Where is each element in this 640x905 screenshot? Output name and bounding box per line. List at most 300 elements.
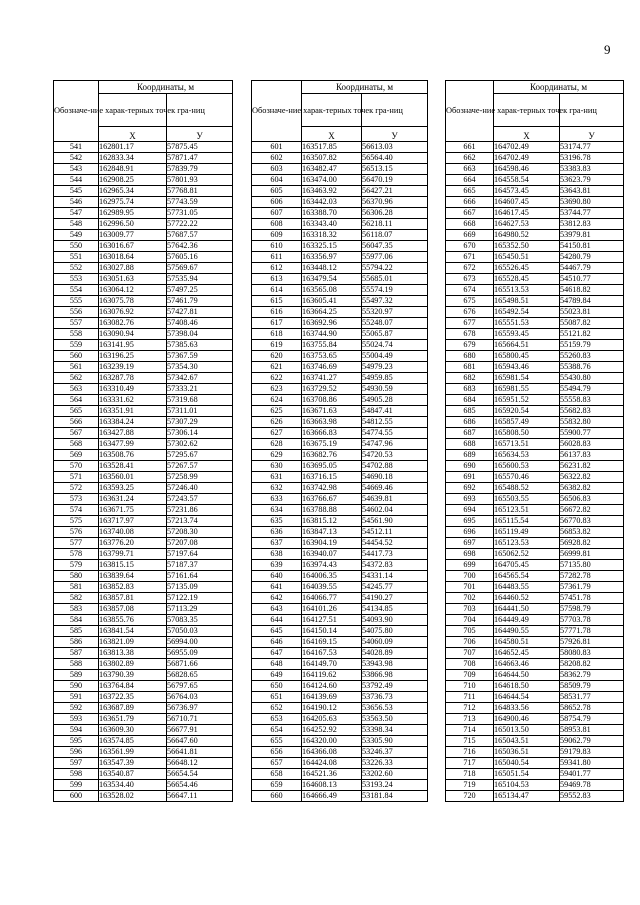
point-number: 547 (54, 208, 99, 219)
point-number: 641 (252, 582, 302, 593)
y-coordinate: 57642.36 (167, 241, 233, 252)
point-number: 704 (446, 615, 494, 626)
y-coordinate: 56994.00 (167, 637, 233, 648)
x-coordinate: 165981.54 (494, 373, 560, 384)
point-number: 550 (54, 241, 99, 252)
x-coordinate: 165498.51 (494, 296, 560, 307)
table-row (252, 604, 428, 615)
x-coordinate: 165503.55 (494, 494, 560, 505)
table-row (252, 428, 428, 439)
point-number: 632 (252, 483, 302, 494)
y-coordinate: 57282.78 (560, 571, 624, 582)
point-number: 572 (54, 483, 99, 494)
y-coordinate: 57451.78 (560, 593, 624, 604)
x-coordinate: 165526.45 (494, 263, 560, 274)
point-number: 713 (446, 714, 494, 725)
table-row (446, 571, 624, 582)
table-row (446, 450, 624, 461)
x-coordinate: 164980.52 (494, 230, 560, 241)
table-row (252, 241, 428, 252)
y-coordinate: 53174.77 (560, 142, 624, 153)
table-row (446, 604, 624, 615)
point-number: 647 (252, 648, 302, 659)
x-coordinate: 163663.98 (302, 417, 362, 428)
x-coordinate: 163746.69 (302, 362, 362, 373)
y-coordinate: 54774.55 (362, 428, 428, 439)
x-coordinate: 163356.97 (302, 252, 362, 263)
point-number: 622 (252, 373, 302, 384)
x-coordinate: 164139.69 (302, 692, 362, 703)
x-coordinate: 165043.51 (494, 736, 560, 747)
table-row (54, 736, 233, 747)
table-row (252, 538, 428, 549)
table-row (446, 527, 624, 538)
table-row (446, 659, 624, 670)
point-number: 676 (446, 307, 494, 318)
y-coordinate: 57871.47 (167, 153, 233, 164)
table-row (446, 538, 624, 549)
point-number: 682 (446, 373, 494, 384)
table-row (446, 560, 624, 571)
table-row (446, 637, 624, 648)
table-row (54, 505, 233, 516)
table-row (252, 252, 428, 263)
point-number: 615 (252, 296, 302, 307)
y-coordinate: 59179.83 (560, 747, 624, 758)
table-row (252, 208, 428, 219)
y-coordinate: 54847.41 (362, 406, 428, 417)
point-number: 705 (446, 626, 494, 637)
point-number: 582 (54, 593, 99, 604)
table-row (446, 296, 624, 307)
x-coordinate: 164320.00 (302, 736, 362, 747)
y-coordinate: 57926.81 (560, 637, 624, 648)
point-number: 563 (54, 384, 99, 395)
y-coordinate: 53792.49 (362, 681, 428, 692)
point-number: 703 (446, 604, 494, 615)
x-coordinate: 164441.50 (494, 604, 560, 615)
point-number: 650 (252, 681, 302, 692)
x-coordinate: 163729.52 (302, 384, 362, 395)
table-row (252, 549, 428, 560)
x-coordinate: 165664.51 (494, 340, 560, 351)
table-row (252, 164, 428, 175)
point-number: 561 (54, 362, 99, 373)
point-number: 656 (252, 747, 302, 758)
x-coordinate: 164617.45 (494, 208, 560, 219)
point-number: 683 (446, 384, 494, 395)
point-number: 707 (446, 648, 494, 659)
y-coordinate: 56028.83 (560, 439, 624, 450)
point-number: 575 (54, 516, 99, 527)
y-coordinate: 57050.03 (167, 626, 233, 637)
y-coordinate: 53226.33 (362, 758, 428, 769)
point-number: 655 (252, 736, 302, 747)
y-coordinate: 53866.98 (362, 670, 428, 681)
table-row (54, 197, 233, 208)
point-number: 665 (446, 186, 494, 197)
table-row (446, 626, 624, 637)
table-row (252, 307, 428, 318)
point-number: 672 (446, 263, 494, 274)
x-coordinate: 164652.45 (494, 648, 560, 659)
point-number: 701 (446, 582, 494, 593)
x-coordinate: 165593.45 (494, 329, 560, 340)
point-number: 548 (54, 219, 99, 230)
table-row (252, 406, 428, 417)
y-coordinate: 57367.59 (167, 351, 233, 362)
x-coordinate: 165134.47 (494, 791, 560, 802)
point-number: 686 (446, 417, 494, 428)
point-number: 600 (54, 791, 99, 802)
table-row (54, 285, 233, 296)
point-number: 669 (446, 230, 494, 241)
table-row (252, 274, 428, 285)
table-row (446, 692, 624, 703)
y-coordinate: 57135.09 (167, 582, 233, 593)
x-coordinate: 163310.49 (99, 384, 167, 395)
y-coordinate: 58754.79 (560, 714, 624, 725)
point-number: 629 (252, 450, 302, 461)
x-coordinate: 162989.95 (99, 208, 167, 219)
y-coordinate: 58509.79 (560, 681, 624, 692)
table-row (54, 252, 233, 263)
x-coordinate: 165570.46 (494, 472, 560, 483)
x-coordinate: 163561.99 (99, 747, 167, 758)
y-coordinate: 55900.77 (560, 428, 624, 439)
y-coordinate: 59469.78 (560, 780, 624, 791)
point-number: 543 (54, 164, 99, 175)
table-row (54, 142, 233, 153)
point-number: 620 (252, 351, 302, 362)
x-coordinate: 165040.54 (494, 758, 560, 769)
point-number: 678 (446, 329, 494, 340)
y-coordinate: 54690.18 (362, 472, 428, 483)
y-coordinate: 56710.71 (167, 714, 233, 725)
x-coordinate: 165920.54 (494, 406, 560, 417)
point-number: 642 (252, 593, 302, 604)
y-coordinate: 57839.79 (167, 164, 233, 175)
y-coordinate: 56672.82 (560, 505, 624, 516)
table-row (54, 351, 233, 362)
point-number: 666 (446, 197, 494, 208)
table-row (54, 164, 233, 175)
x-coordinate: 163141.95 (99, 340, 167, 351)
point-number: 706 (446, 637, 494, 648)
table-row (446, 230, 624, 241)
table-row (54, 219, 233, 230)
y-coordinate: 56470.19 (362, 175, 428, 186)
x-coordinate: 164167.53 (302, 648, 362, 659)
table-row (54, 263, 233, 274)
table-row (54, 747, 233, 758)
x-coordinate: 164205.63 (302, 714, 362, 725)
point-label-header: Обозначе-ние харак-терных точек гра-ниц (252, 81, 302, 142)
point-number: 568 (54, 439, 99, 450)
point-number: 643 (252, 604, 302, 615)
point-number: 628 (252, 439, 302, 450)
table-row (446, 593, 624, 604)
table-row (446, 736, 624, 747)
table-row (446, 428, 624, 439)
y-coordinate: 57333.21 (167, 384, 233, 395)
table-row (54, 461, 233, 472)
table-row (252, 692, 428, 703)
y-coordinate: 57731.05 (167, 208, 233, 219)
point-number: 653 (252, 714, 302, 725)
table-row (252, 153, 428, 164)
point-number: 570 (54, 461, 99, 472)
y-coordinate: 57354.30 (167, 362, 233, 373)
table-row (54, 340, 233, 351)
y-coordinate: 54512.11 (362, 527, 428, 538)
point-number: 577 (54, 538, 99, 549)
x-coordinate: 162833.34 (99, 153, 167, 164)
y-coordinate: 57385.63 (167, 340, 233, 351)
y-coordinate: 56564.40 (362, 153, 428, 164)
table-row (252, 329, 428, 340)
point-number: 646 (252, 637, 302, 648)
table-row (252, 197, 428, 208)
point-number: 585 (54, 626, 99, 637)
x-coordinate: 163675.19 (302, 439, 362, 450)
x-coordinate: 163442.03 (302, 197, 362, 208)
point-number: 654 (252, 725, 302, 736)
y-coordinate: 55087.82 (560, 318, 624, 329)
point-number: 598 (54, 769, 99, 780)
y-coordinate: 55494.79 (560, 384, 624, 395)
table-row (446, 208, 624, 219)
point-number: 573 (54, 494, 99, 505)
y-coordinate: 56647.11 (167, 791, 233, 802)
table-row (54, 758, 233, 769)
point-number: 720 (446, 791, 494, 802)
x-coordinate: 163799.71 (99, 549, 167, 560)
point-number: 566 (54, 417, 99, 428)
y-coordinate: 57208.30 (167, 527, 233, 538)
y-coordinate: 59552.83 (560, 791, 624, 802)
table-row (252, 505, 428, 516)
x-coordinate: 164573.45 (494, 186, 560, 197)
y-coordinate: 56871.66 (167, 659, 233, 670)
x-coordinate: 163474.00 (302, 175, 362, 186)
y-coordinate: 54959.85 (362, 373, 428, 384)
x-coordinate: 163666.83 (302, 428, 362, 439)
x-header: X (99, 127, 167, 142)
table-row (54, 175, 233, 186)
point-number: 711 (446, 692, 494, 703)
y-coordinate: 53943.98 (362, 659, 428, 670)
y-coordinate: 57408.46 (167, 318, 233, 329)
x-coordinate: 164618.50 (494, 681, 560, 692)
table-row (252, 494, 428, 505)
point-number: 597 (54, 758, 99, 769)
y-coordinate: 57302.62 (167, 439, 233, 450)
y-coordinate: 55159.79 (560, 340, 624, 351)
point-number: 580 (54, 571, 99, 582)
point-number: 591 (54, 692, 99, 703)
table-row (446, 549, 624, 560)
point-number: 671 (446, 252, 494, 263)
point-number: 644 (252, 615, 302, 626)
y-coordinate: 58953.81 (560, 725, 624, 736)
x-coordinate: 165104.53 (494, 780, 560, 791)
point-number: 684 (446, 395, 494, 406)
point-number: 556 (54, 307, 99, 318)
x-coordinate: 163664.25 (302, 307, 362, 318)
point-number: 688 (446, 439, 494, 450)
table-row (54, 362, 233, 373)
x-coordinate: 165013.50 (494, 725, 560, 736)
x-coordinate: 164127.51 (302, 615, 362, 626)
x-coordinate: 165800.45 (494, 351, 560, 362)
x-coordinate: 163528.02 (99, 791, 167, 802)
point-number: 660 (252, 791, 302, 802)
x-coordinate: 165123.51 (494, 505, 560, 516)
table-row (252, 780, 428, 791)
point-number: 702 (446, 593, 494, 604)
x-coordinate: 163196.25 (99, 351, 167, 362)
point-number: 587 (54, 648, 99, 659)
x-coordinate: 163855.76 (99, 615, 167, 626)
point-number: 605 (252, 186, 302, 197)
y-coordinate: 53812.83 (560, 219, 624, 230)
table-row (446, 186, 624, 197)
table-row (252, 791, 428, 802)
point-number: 554 (54, 285, 99, 296)
point-number: 652 (252, 703, 302, 714)
point-number: 681 (446, 362, 494, 373)
point-number: 694 (446, 505, 494, 516)
x-coordinate: 165488.52 (494, 483, 560, 494)
point-number: 588 (54, 659, 99, 670)
table-row (252, 450, 428, 461)
table-row (446, 615, 624, 626)
table-row (446, 725, 624, 736)
table-row (54, 296, 233, 307)
table-row (252, 670, 428, 681)
y-coordinate: 57258.99 (167, 472, 233, 483)
y-coordinate: 56370.96 (362, 197, 428, 208)
point-number: 583 (54, 604, 99, 615)
x-coordinate: 164119.62 (302, 670, 362, 681)
y-coordinate: 53193.24 (362, 780, 428, 791)
y-coordinate: 53563.50 (362, 714, 428, 725)
y-coordinate: 55248.07 (362, 318, 428, 329)
table-row (446, 648, 624, 659)
y-coordinate: 54093.90 (362, 615, 428, 626)
table-row (446, 175, 624, 186)
y-coordinate: 53623.79 (560, 175, 624, 186)
point-number: 674 (446, 285, 494, 296)
x-coordinate: 163075.78 (99, 296, 167, 307)
coordinates-header: Координаты, м (99, 81, 233, 94)
point-number: 635 (252, 516, 302, 527)
table-row (54, 791, 233, 802)
y-coordinate: 57243.57 (167, 494, 233, 505)
x-coordinate: 164663.46 (494, 659, 560, 670)
x-coordinate: 163651.79 (99, 714, 167, 725)
table-row (54, 725, 233, 736)
point-number: 696 (446, 527, 494, 538)
y-coordinate: 56322.82 (560, 472, 624, 483)
table-row (54, 670, 233, 681)
point-number: 601 (252, 142, 302, 153)
y-coordinate: 54789.84 (560, 296, 624, 307)
x-coordinate: 163463.92 (302, 186, 362, 197)
table-row (446, 263, 624, 274)
table-row (252, 648, 428, 659)
point-number: 610 (252, 241, 302, 252)
table-row (54, 593, 233, 604)
x-coordinate: 163448.12 (302, 263, 362, 274)
table-row (446, 274, 624, 285)
x-coordinate: 163841.54 (99, 626, 167, 637)
y-coordinate: 58652.78 (560, 703, 624, 714)
x-coordinate: 163682.76 (302, 450, 362, 461)
point-number: 625 (252, 406, 302, 417)
x-coordinate: 163695.05 (302, 461, 362, 472)
table-row (54, 241, 233, 252)
y-coordinate: 57743.59 (167, 197, 233, 208)
y-coordinate: 53181.84 (362, 791, 428, 802)
table-row (252, 593, 428, 604)
x-coordinate: 163813.38 (99, 648, 167, 659)
table-row (252, 769, 428, 780)
table-row (252, 263, 428, 274)
table-row (446, 384, 624, 395)
point-number: 546 (54, 197, 99, 208)
point-number: 689 (446, 450, 494, 461)
y-header: У (167, 127, 233, 142)
y-coordinate: 57213.74 (167, 516, 233, 527)
x-coordinate: 164066.77 (302, 593, 362, 604)
y-coordinate: 54372.83 (362, 560, 428, 571)
y-coordinate: 54618.82 (560, 285, 624, 296)
point-number: 614 (252, 285, 302, 296)
y-coordinate: 57687.57 (167, 230, 233, 241)
y-coordinate: 57722.22 (167, 219, 233, 230)
point-number: 659 (252, 780, 302, 791)
table-row (54, 780, 233, 791)
table-row (446, 516, 624, 527)
x-coordinate: 163722.35 (99, 692, 167, 703)
table-row (54, 384, 233, 395)
point-number: 627 (252, 428, 302, 439)
x-coordinate: 164190.12 (302, 703, 362, 714)
y-coordinate: 53196.78 (560, 153, 624, 164)
y-coordinate: 54028.89 (362, 648, 428, 659)
x-coordinate: 163287.78 (99, 373, 167, 384)
table-row (252, 681, 428, 692)
x-coordinate: 163857.81 (99, 593, 167, 604)
table-row (446, 703, 624, 714)
x-coordinate: 165062.52 (494, 549, 560, 560)
x-coordinate: 164169.15 (302, 637, 362, 648)
y-coordinate: 57113.29 (167, 604, 233, 615)
x-coordinate: 163574.85 (99, 736, 167, 747)
y-coordinate: 53305.90 (362, 736, 428, 747)
x-coordinate: 163051.63 (99, 274, 167, 285)
point-number: 664 (446, 175, 494, 186)
table-row (54, 637, 233, 648)
table-row (252, 582, 428, 593)
y-coordinate: 56647.60 (167, 736, 233, 747)
y-coordinate: 59341.80 (560, 758, 624, 769)
x-coordinate: 164644.54 (494, 692, 560, 703)
point-number: 719 (446, 780, 494, 791)
y-coordinate: 57306.14 (167, 428, 233, 439)
